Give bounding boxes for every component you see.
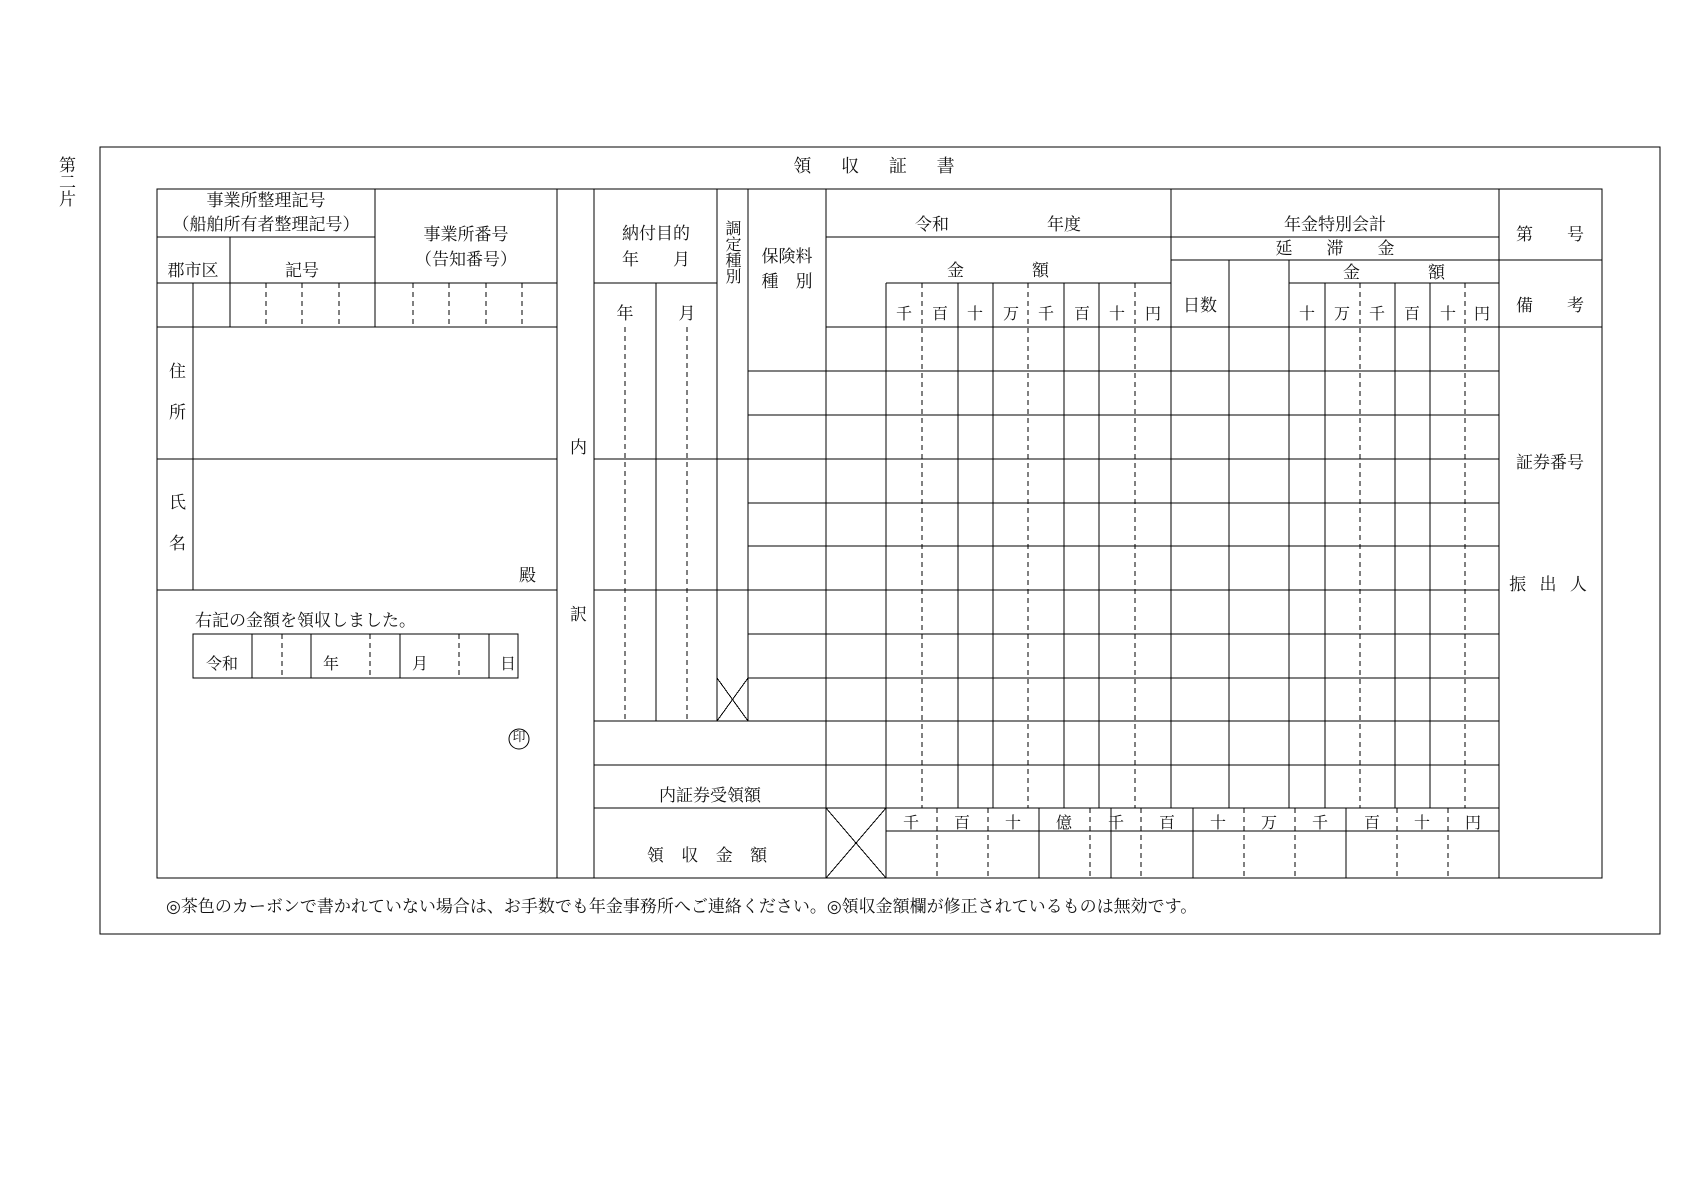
insurance-type-1: 保険料 [761, 247, 813, 267]
symbol-label: 記号 [285, 261, 319, 281]
amount-digit-header: 百 [931, 304, 949, 323]
side-label: 第二片 [55, 156, 75, 207]
received-digit-header: 千 [1311, 813, 1329, 832]
securities-number-label: 証券番号 [1516, 453, 1584, 473]
insurance-type-2: 種 別 [761, 272, 813, 292]
notice-number-label: （告知番号） [415, 250, 517, 270]
amount-era: 令和 [915, 215, 949, 235]
amount-digit-header: 万 [1002, 304, 1020, 323]
fiscal-year: 年度 [1047, 215, 1081, 235]
pension-digit-header: 円 [1473, 304, 1491, 323]
honorific: 殿 [519, 566, 536, 586]
remarks-label: 備 考 [1516, 296, 1584, 316]
received-digit-header: 十 [1209, 813, 1227, 832]
office-code-header: 事業所整理記号 [206, 191, 326, 211]
pension-digit-header: 十 [1439, 304, 1457, 323]
received-digit-header: 百 [953, 813, 971, 832]
received-digit-header: 千 [1107, 813, 1125, 832]
number-label: 第 号 [1516, 225, 1584, 245]
date-day: 日 [499, 654, 517, 673]
amount-digit-header: 千 [1037, 304, 1055, 323]
district-label: 郡市区 [167, 261, 219, 281]
received-digit-header: 百 [1363, 813, 1381, 832]
address-label: 住所 [165, 362, 185, 444]
received-digit-header: 億 [1055, 813, 1073, 832]
ship-owner-code: （船舶所有者整理記号） [172, 215, 360, 235]
adjust-type: 調定種別 [723, 220, 742, 284]
received-digit-header: 千 [902, 813, 920, 832]
footer-note: ◎茶色のカーボンで書かれていない場合は、お手数でも年金事務所へご連絡ください。◎領収金額欄が修正されているものは無効です。 [166, 897, 1198, 917]
month-label: 月 [678, 304, 696, 324]
date-year: 年 [322, 654, 340, 673]
received-digit-header: 十 [1004, 813, 1022, 832]
days-label: 日数 [1183, 296, 1217, 316]
amount-digit-header: 百 [1073, 304, 1091, 323]
payment-purpose: 納付目的 [622, 224, 690, 244]
pension-digit-header: 百 [1403, 304, 1421, 323]
pension-amount-label: 金 額 [1343, 263, 1445, 283]
amount-digit-header: 十 [1108, 304, 1126, 323]
received-digit-header: 百 [1158, 813, 1176, 832]
pension-digit-header: 千 [1368, 304, 1386, 323]
date-month: 月 [411, 654, 429, 673]
received-digit-header: 十 [1413, 813, 1431, 832]
received-digit-header: 万 [1260, 813, 1278, 832]
year-label: 年 [616, 304, 634, 324]
amount-digit-header: 十 [966, 304, 984, 323]
securities-received-label: 内証券受領額 [659, 786, 761, 806]
form-title: 領 収 証 書 [793, 156, 967, 177]
amount-digit-header: 千 [895, 304, 913, 323]
late-fee-label: 延 滞 金 [1275, 239, 1395, 259]
received-text: 右記の金額を領収しました。 [195, 611, 416, 631]
office-number-label: 事業所番号 [423, 225, 509, 245]
pension-digit-header: 万 [1333, 304, 1351, 323]
pension-account: 年金特別会計 [1284, 215, 1386, 235]
date-era: 令和 [205, 654, 239, 673]
seal-label: 印 [512, 730, 526, 745]
received-amount-label: 領 収 金 額 [646, 846, 774, 866]
breakdown-label: 内訳 [566, 438, 586, 772]
drawer-label: 振 出 人 [1509, 575, 1591, 595]
ym-header: 年 月 [622, 250, 690, 270]
amount-label: 金 額 [947, 261, 1049, 281]
received-digit-header: 円 [1464, 813, 1482, 832]
name-label: 氏名 [165, 493, 185, 575]
amount-digit-header: 円 [1144, 304, 1162, 323]
pension-digit-header: 十 [1298, 304, 1316, 323]
